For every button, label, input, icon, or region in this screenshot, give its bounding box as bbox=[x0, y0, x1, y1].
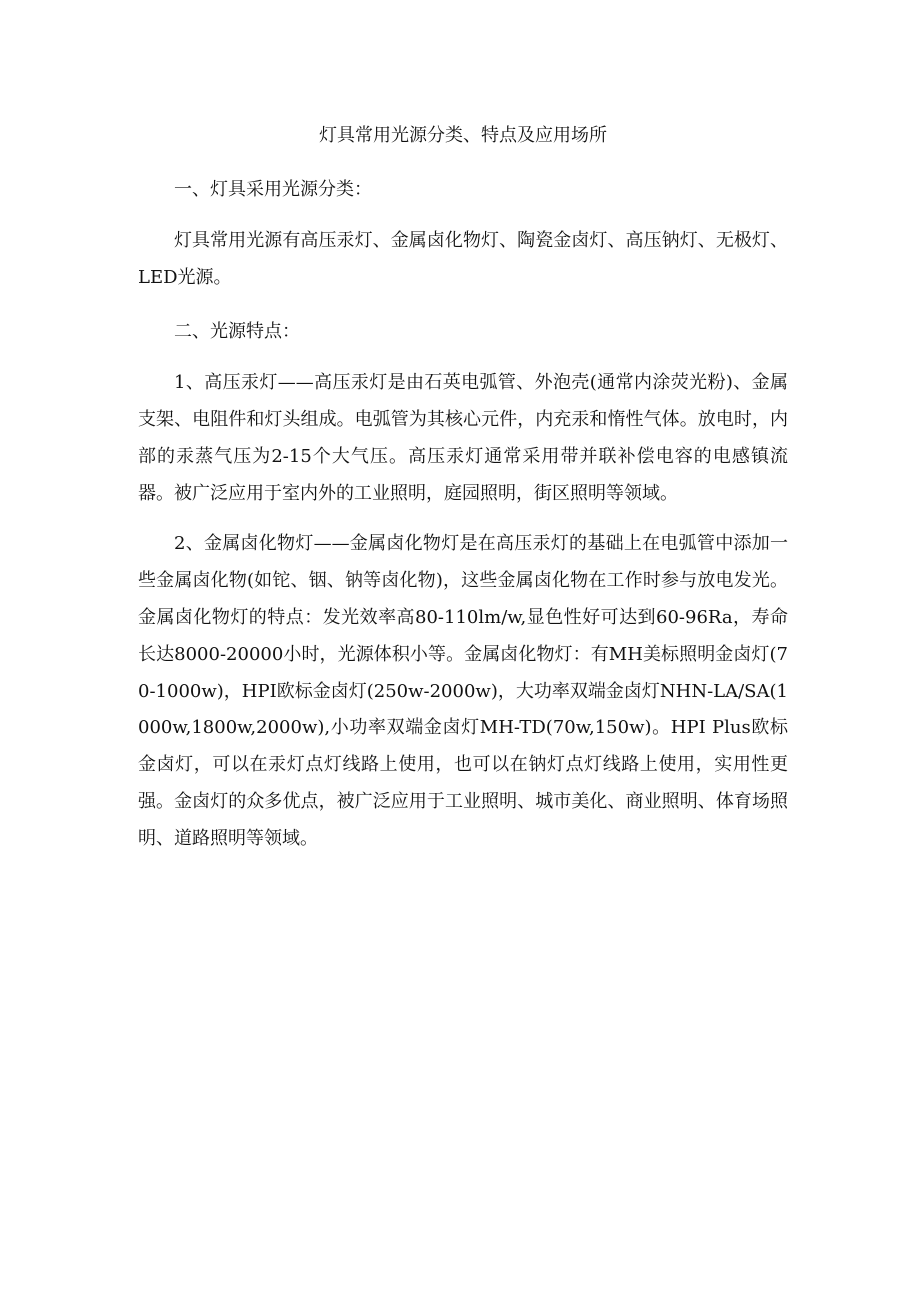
document-body bbox=[138, 118, 788, 858]
section-heading-classification: 一、灯具采用光源分类： bbox=[174, 179, 372, 200]
metal-halide-lamp-paragraph: 2、金属卤化物灯——金属卤化物灯是在高压汞灯的基础上在电弧管中添加一些金属卤化物(如铊、铟、钠等卤化物)，这些金属卤化物在工作时参与放电发光。金属卤化物灯的特点：发光效率高80-110lm/w,显色性好可达到60-96Ra，寿命长达8000-20000小时，光源体积小等。金属卤化物灯：有MH美标照明金卤灯(70-1000w)，HPI欧标金卤灯(250w-2000w)，大功率双端金卤灯NHN-LA/SA(1000w,1800w,2000w),小功率双端金卤灯MH-TD(70w,150w)。HPI Plus欧标金卤灯，可以在汞灯点灯线路上使用，也可以在钠灯点灯线路上使用，实用性更强。金卤灯的众多优点，被广泛应用于工业照明、城市美化、商业照明、体育场照明、道路照明等领域。 bbox=[138, 533, 788, 849]
mercury-lamp-paragraph: 1、高压汞灯——高压汞灯是由石英电弧管、外泡壳(通常内涂荧光粉)、金属支架、电阻件和灯头组成。电弧管为其核心元件，内充汞和惰性气体。放电时，内部的汞蒸气压为2-15个大气压。高压汞灯通常采用带并联补偿电容的电感镇流器。被广泛应用于室内外的工业照明，庭园照明，街区照明等领域。 bbox=[138, 372, 788, 504]
classification-paragraph: 灯具常用光源有高压汞灯、金属卤化物灯、陶瓷金卤灯、高压钠灯、无极灯、LED光源。 bbox=[138, 229, 788, 288]
section-heading-features: 二、光源特点： bbox=[174, 321, 300, 343]
document-title: 灯具常用光源分类、特点及应用场所 bbox=[319, 125, 607, 146]
